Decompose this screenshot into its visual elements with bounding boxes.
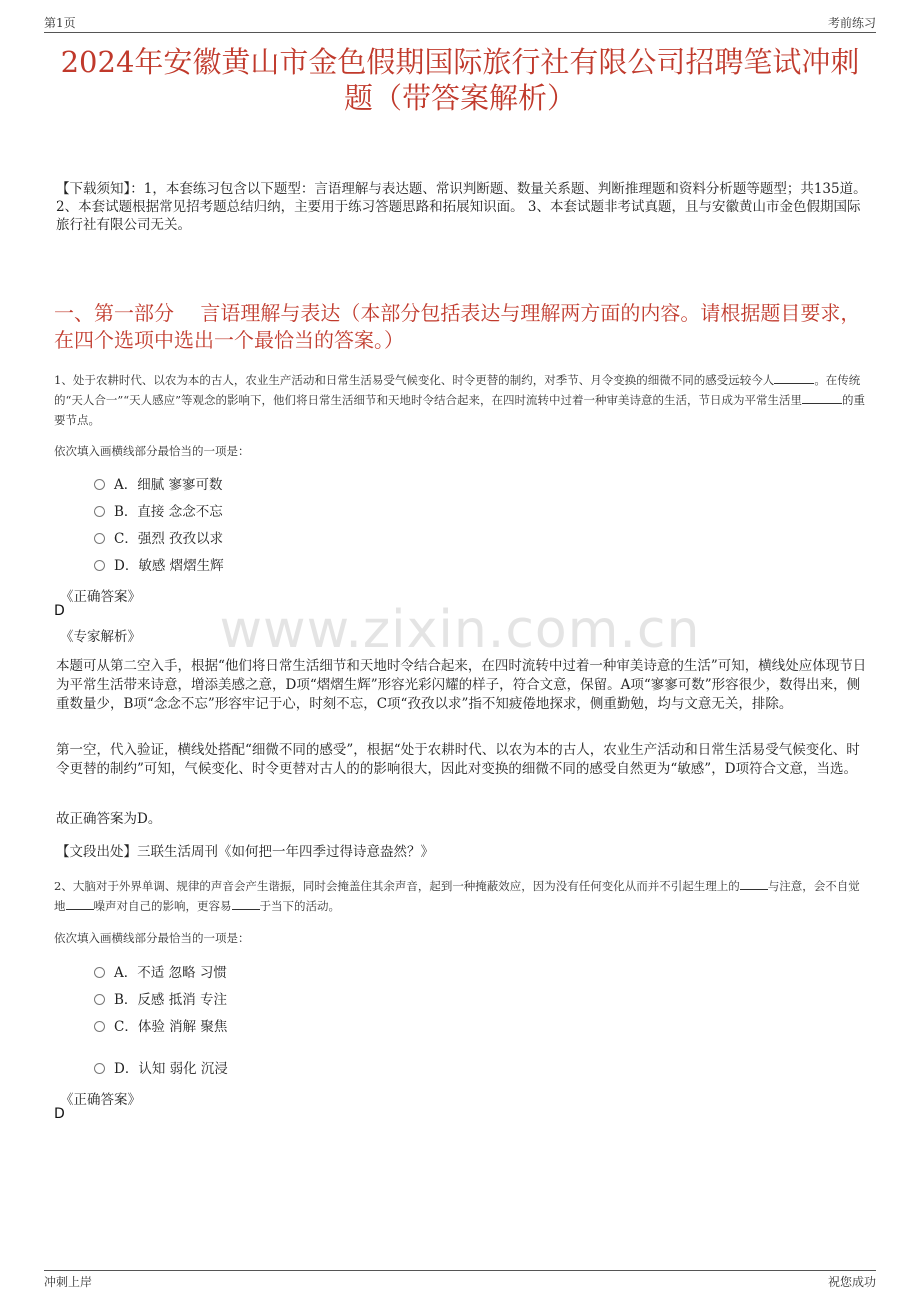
option-d[interactable]: D．敏感 熠熠生辉 — [94, 556, 224, 576]
fill-blank — [66, 897, 94, 910]
radio-icon[interactable] — [94, 1063, 105, 1074]
option-b[interactable]: B．直接 念念不忘 — [94, 502, 223, 522]
question-1-lead: 依次填入画横线部分最恰当的一项是： — [54, 444, 250, 458]
radio-icon[interactable] — [94, 506, 105, 517]
page-header — [44, 14, 876, 33]
fill-blank — [232, 897, 260, 910]
fill-blank — [802, 391, 842, 404]
radio-icon[interactable] — [94, 967, 105, 978]
section-title: 一、第一部分 言语理解与表达（本部分包括表达与理解两方面的内容。请根据题目要求，在四个选项中选出一个最恰当的答案。） — [54, 301, 861, 352]
option-c[interactable]: C．体验 消解 聚焦 — [94, 1017, 227, 1037]
footer-right: 祝您成功 — [827, 1275, 876, 1289]
correct-answer: D — [54, 1106, 65, 1122]
option-b[interactable]: B．反感 抵消 专注 — [94, 990, 227, 1010]
question-1-text: 1、处于农耕时代、以农为本的古人，农业生产活动和日常生活易受气候变化、时令更替的制约，对季节、月令变换的细微不同的感受远较今人 。在传统的“天人合一”“天人感应”等观念的影响下，他们将日常生活细节和天地时令结合起来，在四时流转中过着一种审美诗意的生活，节日成为平常生活里 的重要节点。 — [54, 373, 866, 427]
question-2-lead: 依次填入画横线部分最恰当的一项是： — [54, 931, 250, 945]
radio-icon[interactable] — [94, 1021, 105, 1032]
analysis-label: 《专家解析》 — [60, 629, 141, 645]
radio-icon[interactable] — [94, 533, 105, 544]
radio-icon[interactable] — [94, 994, 105, 1005]
option-a[interactable]: A．不适 忽略 习惯 — [94, 963, 227, 983]
radio-icon[interactable] — [94, 479, 105, 490]
radio-icon[interactable] — [94, 560, 105, 571]
correct-answer: D — [54, 603, 65, 619]
analysis-paragraph-2: 第一空，代入验证，横线处搭配“细微不同的感受”，根据“处于农耕时代、以农为本的古人，农业生产活动和日常生活易受气候变化、时令更替的制约”可知，气候变化、时令更替对古人的的影响很大，因此对变换的细微不同的感受自然更为“敏感”，D项符合文意，当选。 — [56, 742, 860, 777]
question-2-text: 2、大脑对于外界单调、规律的声音会产生谐振，同时会掩盖住其余声音，起到一种掩蔽效应，因为没有任何变化从而并不引起生理上的 与注意，会不自觉地 噪声对自己的影响，更容易 于当下的活动。 — [54, 879, 860, 913]
answer-label: 《正确答案》 — [60, 589, 141, 605]
page-number: 第1页 — [44, 16, 76, 30]
page-footer — [44, 1270, 876, 1291]
analysis-conclusion: 故正确答案为D。 — [56, 811, 162, 827]
download-notice: 【下载须知】：1，本套练习包含以下题型：言语理解与表达题、常识判断题、数量关系题、判断推理题和资料分析题等题型；共135道。 2、本套试题根据常见招考题总结归纳，主要用于练习答题思路和拓展知识面。 3、本套试题非考试真题，且与安徽黄山市金色假期国际旅行社有限公司无关。 — [56, 181, 867, 233]
footer-left: 冲刺上岸 — [44, 1275, 93, 1289]
option-a[interactable]: A．细腻 寥寥可数 — [94, 475, 223, 495]
analysis-paragraph-1: 本题可从第二空入手，根据“他们将日常生活细节和天地时令结合起来，在四时流转中过着一种审美诗意的生活”可知，横线处应体现节日为平常生活带来诗意，增添美感之意，D项“熠熠生辉”形容光彩闪耀的样子，符合文意，保留。A项“寥寥可数”形容很少，数得出来，侧重数量少，B项“念念不忘”形容牢记于心，时刻不忘，C项“孜孜以求”指不知疲倦地探求，侧重勤勉，均与文意无关，排除。 — [56, 658, 867, 712]
fill-blank — [740, 877, 768, 890]
fill-blank — [774, 371, 814, 384]
text-source: 【文段出处】三联生活周刊《如何把一年四季过得诗意盎然？》 — [56, 844, 434, 860]
option-d[interactable]: D．认知 弱化 沉浸 — [94, 1059, 228, 1079]
document-title: 2024年安徽黄山市金色假期国际旅行社有限公司招聘笔试冲刺题（带答案解析） — [60, 45, 860, 115]
header-tag: 考前练习 — [827, 16, 876, 30]
watermark: www.zixin.com.cn — [219, 600, 701, 660]
answer-label: 《正确答案》 — [60, 1092, 141, 1108]
option-c[interactable]: C．强烈 孜孜以求 — [94, 529, 223, 549]
